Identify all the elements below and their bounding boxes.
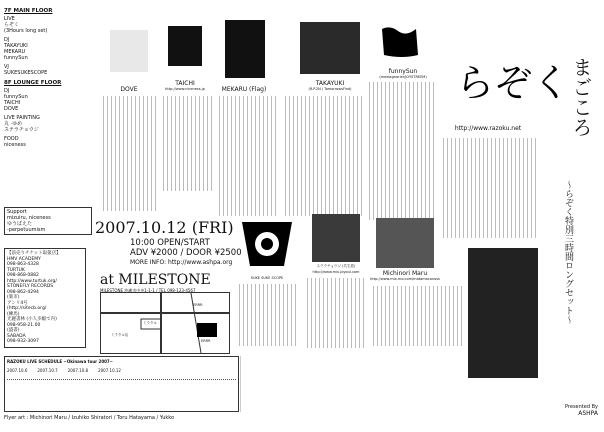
svg-text:らぞく: らぞく <box>456 61 571 105</box>
schedule-title: RAZOKU LIVE SCHEDULE ~Okinawa tour 2007~ <box>7 359 114 364</box>
taichi-photo <box>168 26 202 66</box>
ticket-line: SABADA <box>7 333 26 339</box>
mekaru-bio <box>216 96 276 216</box>
ticket-line: (楽市) <box>7 295 20 300</box>
artist-name: SUKE SUKE SCOPE <box>250 276 284 280</box>
ticket-line: http://www.turtuk.org/ <box>7 278 57 284</box>
schedule-body <box>7 379 236 400</box>
event-subtitle: 〜らぞく特別三時間ロングセット〜 <box>563 180 573 324</box>
ticket-line: (盛書) <box>7 328 20 333</box>
maru-bio <box>370 286 464 346</box>
live-label: LIVE <box>4 16 15 22</box>
map-label: ERRR <box>201 339 211 343</box>
map-label: ERRR <box>193 303 203 307</box>
razoku-bio <box>440 138 538 238</box>
artist-name: funnySun <box>388 68 418 75</box>
live-painting-item: 丸 ·ゆめ <box>4 121 23 127</box>
artist-sub: http://www.mix-mo.com/matamacanoss <box>370 277 440 281</box>
razoku-photo <box>468 248 538 378</box>
ticket-line: 光麗書林 (小人歩幅で内) <box>7 317 57 322</box>
ticket-line: 098-868-0882 <box>7 273 39 278</box>
razoku-logo <box>450 46 571 116</box>
sukesuke-logo <box>238 218 296 274</box>
more-info[interactable]: MORE INFO: http://www.ashpa.org <box>130 259 233 266</box>
divider <box>240 356 469 412</box>
price: ADV ¥2000 / DOOR ¥2500 <box>130 248 242 258</box>
artist-sub: (mediagnarier/JOYSTREEM) <box>379 75 427 79</box>
support-line: Support <box>7 209 27 215</box>
artist-sub: http://www.niceness.jp <box>165 87 205 91</box>
ticket-line: 098-863-4328 <box>7 262 39 267</box>
artist-sub: http://www.mix-joyoul.com <box>312 270 360 274</box>
takayuki-photo <box>300 22 360 74</box>
ticket-line: 098-862-4294 <box>7 289 39 295</box>
ticket-line: TURTUK <box>7 267 25 273</box>
dj8-label: DJ <box>4 88 10 94</box>
artist-name: MEKARU (Flag) <box>221 86 267 93</box>
dj8-item: TAICHI <box>4 100 21 106</box>
ticket-title: 【前売りチケット取扱店】 <box>7 251 61 256</box>
dj-item: funnySun <box>4 55 28 61</box>
ticket-line: HMV ACADEMY <box>7 256 41 262</box>
artist-sub: (R.P.2N / TomorrowsFind) <box>308 87 352 91</box>
vj-item: SUKESUKESCOPE <box>4 70 48 76</box>
lineup-panel <box>4 4 92 148</box>
map-label: ミラクル店 <box>111 333 129 337</box>
maru-photo <box>376 218 434 268</box>
open-time: 10:00 OPEN/START <box>130 238 210 248</box>
artist-name: Michinori Maru <box>382 270 428 277</box>
event-times <box>130 238 242 268</box>
presented-label: Presented By <box>565 404 598 410</box>
support-line: -perpetuumism <box>7 227 46 233</box>
event-date: 2007.10.12 (FRI) <box>95 218 234 237</box>
presented-by <box>548 404 598 417</box>
ticket-line: (http://sitecb.org/ <box>7 306 47 311</box>
map-label: ミラクル <box>143 321 157 325</box>
artist-name: ステラチョウジ (共生派) <box>316 264 356 268</box>
food-item: niceness <box>4 142 26 148</box>
ticket-line: アンリ4号 <box>7 300 28 306</box>
vj-label: VJ <box>4 64 9 70</box>
dove-photo <box>110 30 148 72</box>
live-painting-item: ステラチョウジ <box>4 127 39 133</box>
support-box <box>4 207 92 235</box>
dj-item: MEKARU <box>4 49 26 55</box>
ticket-line: (練馬) <box>7 311 20 317</box>
schedule-entry: 2007.10.8 <box>67 368 89 373</box>
venue-address: MILESTONE 沖縄市中央1-1-1 / TEL 098-123-4567 <box>100 288 196 293</box>
artist-name: TAKAYUKI <box>315 80 345 87</box>
live-item: (3Hours long set) <box>4 28 48 34</box>
food-label: FOOD <box>4 136 19 142</box>
event-title: まごころ <box>569 57 593 137</box>
funnysun-bio <box>366 82 436 220</box>
ticket-line: STONEFLY RECORDS <box>7 284 54 289</box>
schedule-entry: 2007.10.7 <box>37 368 58 373</box>
ticket-outlets <box>4 248 86 348</box>
dj8-item: DOVE <box>4 106 19 112</box>
mekaru-photo <box>225 20 265 78</box>
stella-photo <box>312 214 360 262</box>
ticket-line: 098-932-3097 <box>7 339 39 344</box>
flyer-credit: Flyer art : Michinori Maru / Izuhiko Shiratori / Toru Hatayama / Yukko <box>4 415 175 421</box>
schedule-box <box>4 356 239 412</box>
live-painting-label: LIVE PAINTING <box>4 115 40 121</box>
presenter: ASHPA <box>578 410 598 417</box>
floor8-heading: 8F LOUNGE FLOOR <box>4 80 62 86</box>
taichi-bio <box>160 96 212 191</box>
artist-name: TAICHI <box>175 80 195 87</box>
dj-label: DJ <box>4 37 10 43</box>
takayuki-bio <box>282 96 362 216</box>
ticket-line: 098-958-21.00 <box>7 322 41 328</box>
dj8-item: funnySun <box>4 94 28 100</box>
support-line: mizuiru, niceness <box>7 215 51 221</box>
dj-item: TAKAYUKI <box>4 43 28 49</box>
support-line: ゆうばえた <box>7 221 33 227</box>
schedule-entry: 2007.10.12 <box>98 368 121 373</box>
venue: at MILESTONE <box>100 272 211 288</box>
razoku-url[interactable]: http://www.razoku.net <box>454 125 522 132</box>
schedule-entry: 2007.10.6 <box>7 368 28 373</box>
funnysun-logo <box>380 25 422 60</box>
stella-bio <box>304 278 366 348</box>
sukesuke-bio <box>236 284 298 346</box>
venue-map <box>100 292 230 354</box>
artist-name: DOVE <box>120 86 138 93</box>
floor7-heading: 7F MAIN FLOOR <box>4 8 53 14</box>
dove-bio <box>100 96 156 211</box>
live-item: らぞく <box>4 22 20 28</box>
